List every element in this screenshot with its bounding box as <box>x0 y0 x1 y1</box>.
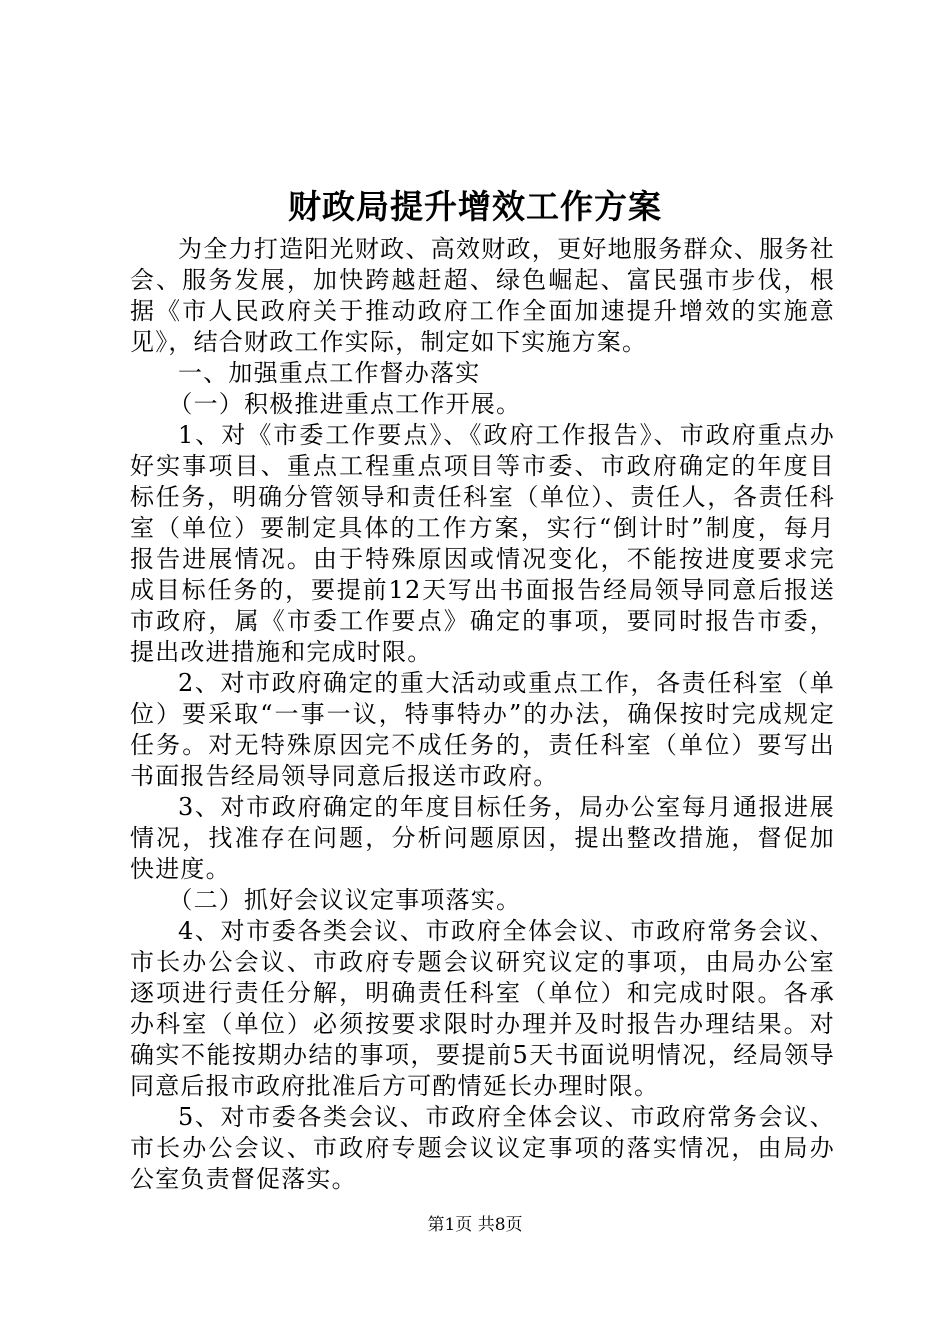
item-paragraph-2: 2、对市政府确定的重大活动或重点工作，各责任科室（单位）要采取“一事一议，特事特办”的办法，确保按时完成规定任务。对无特殊原因完不成任务的，责任科室（单位）要写出书面报告经局领导同意后报送市政府。 <box>130 669 835 790</box>
section-heading-1: 一、加强重点工作督办落实 <box>178 359 481 387</box>
item-paragraph-1: 1、对《市委工作要点》、《政府工作报告》、市政府重点办好实事项目、重点工程重点项目等市委、市政府确定的年度目标任务，明确分管领导和责任科室（单位）、责任人，各责任科室（单位）要制定具体的工作方案，实行“倒计时”制度，每月报告进展情况。由于特殊原因或情况变化，不能按进度要求完成目标任务的，要提前12天写出书面报告经局领导同意后报送市政府，属《市委工作要点》确定的事项，要同时报告市委，提出改进措施和完成时限。 <box>130 421 835 666</box>
page-number: 第1页 共8页 <box>427 1215 523 1235</box>
document-title: 财政局提升增效工作方案 <box>288 187 662 226</box>
subsection-heading-1: （一）积极推进重点工作开展。 <box>168 390 522 418</box>
item-paragraph-5: 5、对市委各类会议、市政府全体会议、市政府常务会议、市长办公会议、市政府专题会议议定事项的落实情况，由局办公室负责督促落实。 <box>130 1103 835 1193</box>
subsection-heading-2: （二）抓好会议议定事项落实。 <box>168 886 522 914</box>
document-body <box>130 234 835 1195</box>
item-paragraph-4: 4、对市委各类会议、市政府全体会议、市政府常务会议、市长办公会议、市政府专题会议研究议定的事项，由局办公室逐项进行责任分解，明确责任科室（单位）和完成时限。各承办科室（单位）必须按要求限时办理并及时报告办理结果。对确实不能按期办结的事项，要提前5天书面说明情况，经局领导同意后报市政府批准后方可酌情延长办理时限。 <box>130 917 835 1100</box>
intro-paragraph: 为全力打造阳光财政、高效财政，更好地服务群众、服务社会、服务发展，加快跨越赶超、绿色崛起、富民强市步伐，根据《市人民政府关于推动政府工作全面加速提升增效的实施意见》，结合财政工作实际，制定如下实施方案。 <box>130 235 835 356</box>
item-paragraph-3: 3、对市政府确定的年度目标任务，局办公室每月通报进展情况，找准存在问题，分析问题原因，提出整改措施，督促加快进度。 <box>130 793 835 883</box>
